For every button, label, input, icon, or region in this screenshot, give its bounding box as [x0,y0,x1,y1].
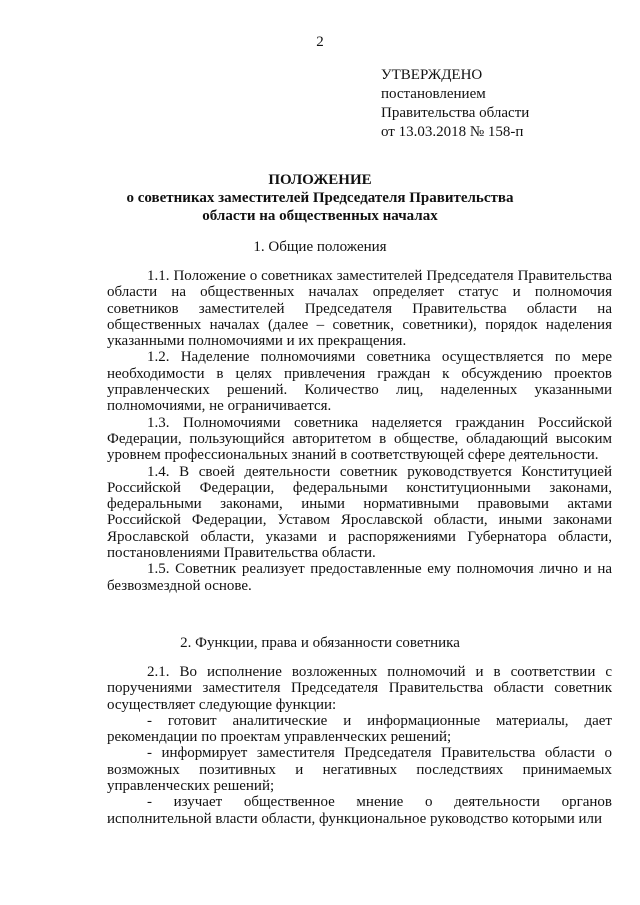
section-2-body [107,664,612,827]
title-line-1: ПОЛОЖЕНИЕ [268,172,372,188]
title-line-3: области на общественных началах [202,208,438,224]
approval-line-date-number: от 13.03.2018 № 158-п [381,124,524,140]
document-title [0,171,640,225]
paragraph-1-3: 1.3. Полномочиями советника наделяется гражданин Российской Федерации, пользующийся авторитетом в обществе, обладающий высоким уровнем профессиональных знаний в соответствующей сфере деятельности. [107,414,612,464]
list-item-prepares: - готовит аналитические и информационные материалы, дает рекомендации по проектам управленческих решений; [107,712,612,746]
paragraph-1-1: 1.1. Положение о советниках заместителей Председателя Правительства области на общественных началах определяет статус и полномочия советников заместителей Председателя Правительства области на общественных началах (далее – советник, советники), порядок наделения указанными полномочиями и их прекращения. [107,268,612,350]
approval-line-resolution: постановлением [381,86,486,102]
approval-line-approved: УТВЕРЖДЕНО [381,67,483,83]
section-1-heading: 1. Общие положения [253,239,387,255]
paragraph-1-2: 1.2. Наделение полномочиями советника осуществляется по мере необходимости в целях привлечения граждан к обсуждению проектов управленческих решений. Количество лиц, наделенных указанными полномочиями, не ограничивается. [107,349,612,415]
page-number: 2 [316,34,324,50]
title-line-2: о советниках заместителей Председателя Правительства [126,190,514,206]
list-item-studies: - изучает общественное мнение о деятельности органов исполнительной власти области, функциональное руководство которыми или [107,794,612,827]
section-2-heading: 2. Функции, права и обязанности советника [180,635,460,651]
approval-stamp [381,66,529,142]
paragraph-1-5: 1.5. Советник реализует предоставленные ему полномочия лично и на безвозмездной основе. [107,561,612,594]
section-1-body [107,268,612,594]
list-item-informs: - информирует заместителя Председателя Правительства области о возможных позитивных и негативных последствиях принимаемых управленческих решений; [107,745,612,795]
paragraph-2-1: 2.1. Во исполнение возложенных полномочий и в соответствии с поручениями заместителя Председателя Правительства области советник осуществляет следующие функции: [107,664,612,713]
approval-line-government: Правительства области [381,105,530,121]
paragraph-1-4: 1.4. В своей деятельности советник руководствуется Конституцией Российской Федерации, федеральными конституционными законами, федеральными законами, иными нормативными правовыми актами Российской Федерации, Уставом Ярославской области, иными законами Ярославской области, указами и распоряжениями Губернатора области, постановлениями Правительства области. [107,463,612,562]
